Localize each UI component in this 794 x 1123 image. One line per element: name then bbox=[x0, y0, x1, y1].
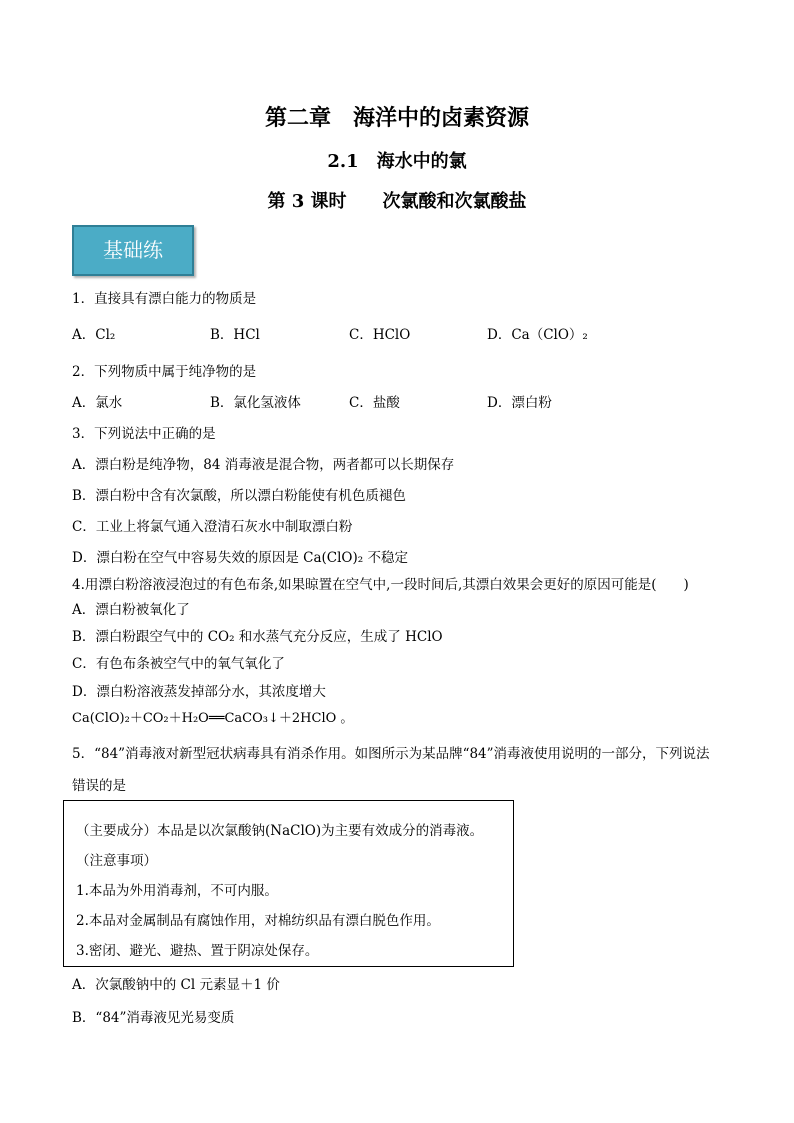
question-2-option-b: B．氯化氢液体 bbox=[210, 395, 301, 411]
notice-main-ingredient: （主要成分）本品是以次氯酸钠(NaClO)为主要有效成分的消毒液。 bbox=[76, 823, 484, 839]
notice-precautions-heading: （注意事项） bbox=[76, 853, 157, 869]
question-2-stem: 2．下列物质中属于纯净物的是 bbox=[72, 364, 257, 380]
question-4-option-c: C．有色布条被空气中的氧气氧化了 bbox=[72, 656, 285, 672]
basic-practice-badge: 基础练 bbox=[72, 225, 194, 276]
question-1-option-c: C．HClO bbox=[349, 327, 411, 343]
section-title: 2.1 海水中的氯 bbox=[327, 151, 467, 172]
question-1-option-b: B．HCl bbox=[210, 327, 260, 343]
question-3-option-d: D．漂白粉在空气中容易失效的原因是 Ca(ClO)₂ 不稳定 bbox=[72, 550, 408, 566]
question-3-option-c: C．工业上将氯气通入澄清石灰水中制取漂白粉 bbox=[72, 519, 353, 535]
disinfectant-instructions-box bbox=[63, 800, 514, 967]
question-5-stem-line-1: 5．“84”消毒液对新型冠状病毒具有消杀作用。如图所示为某品牌“84”消毒液使用说明的一部分，下列说法 bbox=[72, 746, 710, 762]
notice-item-1: 1.本品为外用消毒剂，不可内服。 bbox=[76, 883, 278, 899]
question-3-option-a: A．漂白粉是纯净物，84 消毒液是混合物，两者都可以长期保存 bbox=[72, 457, 455, 473]
question-4-option-b: B．漂白粉跟空气中的 CO₂ 和水蒸气充分反应，生成了 HClO bbox=[72, 629, 443, 645]
question-2-option-d: D．漂白粉 bbox=[487, 395, 552, 411]
question-4-option-a: A．漂白粉被氧化了 bbox=[72, 602, 190, 618]
question-4-stem: 4.用漂白粉溶液浸泡过的有色布条,如果晾置在空气中,一段时间后,其漂白效果会更好的原因可能是( ) bbox=[72, 577, 689, 593]
question-4-equation: Ca(ClO)₂＋CO₂＋H₂O══CaCO₃↓＋2HClO 。 bbox=[72, 711, 354, 726]
question-5-option-a: A．次氯酸钠中的 Cl 元素显＋1 价 bbox=[72, 977, 280, 993]
question-4-option-d: D．漂白粉溶液蒸发掉部分水，其浓度增大 bbox=[72, 684, 326, 700]
lesson-title: 第 3 课时 次氯酸和次氯酸盐 bbox=[267, 191, 527, 212]
question-1-stem: 1．直接具有漂白能力的物质是 bbox=[72, 291, 257, 307]
question-1-option-a: A．Cl₂ bbox=[72, 327, 116, 343]
notice-item-3: 3.密闭、避光、避热、置于阴凉处保存。 bbox=[76, 943, 319, 959]
question-2-option-c: C．盐酸 bbox=[349, 395, 400, 411]
chapter-title: 第二章 海洋中的卤素资源 bbox=[264, 105, 529, 131]
question-5-option-b: B．“84”消毒液见光易变质 bbox=[72, 1010, 235, 1026]
question-2-option-a: A．氯水 bbox=[72, 395, 123, 411]
question-5-stem-line-2: 错误的是 bbox=[72, 778, 126, 794]
notice-item-2: 2.本品对金属制品有腐蚀作用，对棉纺织品有漂白脱色作用。 bbox=[76, 913, 440, 929]
question-3-stem: 3．下列说法中正确的是 bbox=[72, 426, 216, 442]
question-3-option-b: B．漂白粉中含有次氯酸，所以漂白粉能使有机色质褪色 bbox=[72, 488, 406, 504]
question-1-option-d: D．Ca（ClO）₂ bbox=[487, 327, 588, 343]
